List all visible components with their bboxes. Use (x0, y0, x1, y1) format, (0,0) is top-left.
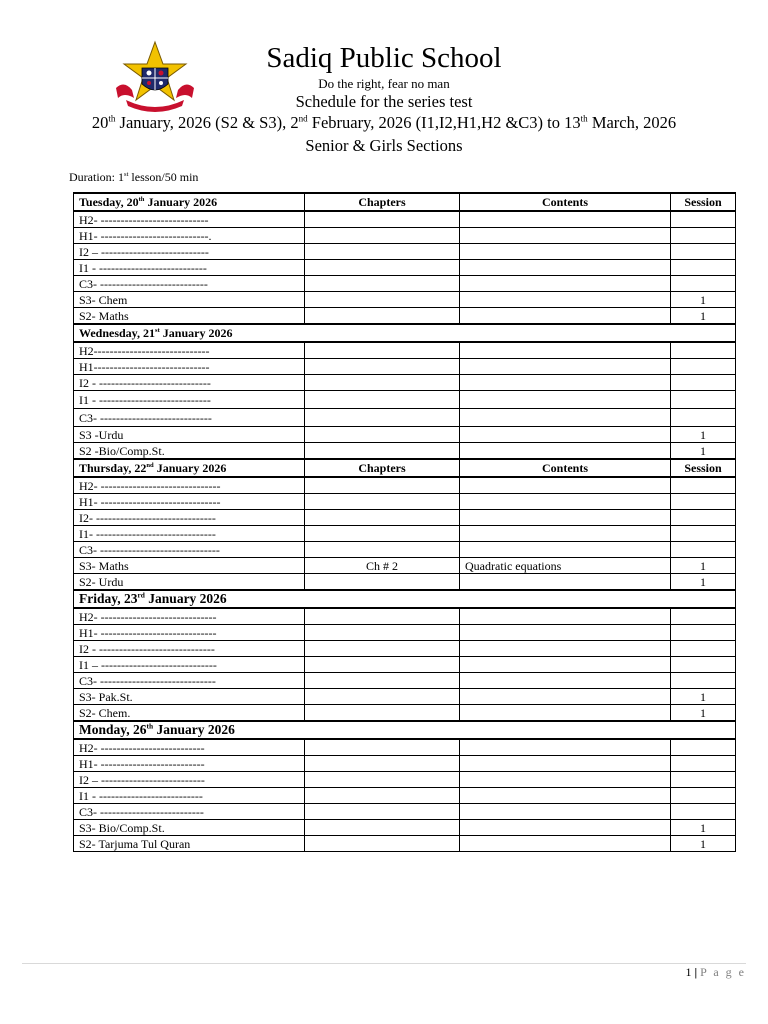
contents-cell (460, 739, 671, 756)
contents-cell (460, 292, 671, 308)
chapter-cell (305, 211, 460, 228)
contents-cell (460, 625, 671, 641)
schedule-dates: 20th January, 2026 (S2 & S3), 2nd February, 2026 (I1,I2,H1,H2 &C3) to 13th March, 2026 (91, 113, 677, 132)
contents-cell (460, 211, 671, 228)
class-subject-cell: S2- Tarjuma Tul Quran (74, 836, 305, 852)
session-cell (671, 260, 736, 276)
chapters-header: Chapters (305, 459, 460, 477)
table-row (74, 756, 736, 772)
table-row (74, 657, 736, 673)
contents-cell (460, 228, 671, 244)
session-cell (671, 228, 736, 244)
chapter-cell (305, 689, 460, 705)
contents-cell (460, 804, 671, 820)
session-cell (671, 211, 736, 228)
session-header: Session (671, 459, 736, 477)
class-subject-cell: I1 – ----------------------------- (74, 657, 305, 673)
session-cell (671, 788, 736, 804)
table-row (74, 228, 736, 244)
sections-title: Senior & Girls Sections (305, 136, 463, 155)
class-subject-cell: C3- ---------------------------- (74, 409, 305, 427)
table-row (74, 359, 736, 375)
class-subject-cell: I2 - ---------------------------- (74, 375, 305, 391)
day-heading: Thursday, 22nd January 2026 (74, 459, 305, 477)
session-cell (671, 804, 736, 820)
session-cell (671, 641, 736, 657)
chapter-cell (305, 359, 460, 375)
day-header-row (74, 590, 736, 608)
class-subject-cell: H1- -------------------------- (74, 756, 305, 772)
session-cell (671, 276, 736, 292)
class-subject-cell: S2- Maths (74, 308, 305, 325)
contents-cell (460, 820, 671, 836)
table-row (74, 804, 736, 820)
table-row (74, 409, 736, 427)
table-row (74, 342, 736, 359)
session-header: Session (671, 193, 736, 211)
table-row (74, 211, 736, 228)
contents-cell (460, 359, 671, 375)
chapter-cell (305, 391, 460, 409)
contents-cell (460, 705, 671, 722)
session-cell: 1 (671, 443, 736, 460)
table-row (74, 574, 736, 591)
chapter-cell (305, 477, 460, 494)
table-row (74, 375, 736, 391)
session-cell: 1 (671, 558, 736, 574)
contents-cell (460, 510, 671, 526)
duration-note: Duration: 1st lesson/50 min (69, 170, 199, 184)
table-row (74, 276, 736, 292)
session-cell (671, 526, 736, 542)
school-name: Sadiq Public School (266, 42, 502, 74)
session-cell (671, 625, 736, 641)
class-subject-cell: H2- ----------------------------- (74, 608, 305, 625)
class-subject-cell: S3- Pak.St. (74, 689, 305, 705)
chapter-cell (305, 260, 460, 276)
chapter-cell (305, 820, 460, 836)
contents-cell: Quadratic equations (460, 558, 671, 574)
contents-cell (460, 788, 671, 804)
chapter-cell (305, 244, 460, 260)
table-row (74, 641, 736, 657)
table-row (74, 244, 736, 260)
footer-divider (22, 963, 746, 964)
table-row (74, 510, 736, 526)
schedule-subtitle: Schedule for the series test (295, 92, 473, 111)
table-row (74, 772, 736, 788)
table-row (74, 477, 736, 494)
contents-cell (460, 342, 671, 359)
table-row (74, 689, 736, 705)
table-row (74, 443, 736, 460)
session-cell: 1 (671, 836, 736, 852)
chapter-cell (305, 673, 460, 689)
chapter-cell (305, 494, 460, 510)
page-number: 1 (685, 965, 692, 979)
table-row (74, 608, 736, 625)
contents-cell (460, 526, 671, 542)
session-cell (671, 342, 736, 359)
session-cell: 1 (671, 427, 736, 443)
chapter-cell (305, 443, 460, 460)
class-subject-cell: H2- -------------------------- (74, 739, 305, 756)
table-row (74, 542, 736, 558)
contents-cell (460, 756, 671, 772)
day-heading: Tuesday, 20th January 2026 (74, 193, 305, 211)
session-cell: 1 (671, 689, 736, 705)
session-cell (671, 244, 736, 260)
class-subject-cell: S2- Urdu (74, 574, 305, 591)
chapter-cell (305, 574, 460, 591)
table-row (74, 526, 736, 542)
chapter-cell (305, 657, 460, 673)
session-cell (671, 756, 736, 772)
table-row (74, 260, 736, 276)
contents-cell (460, 409, 671, 427)
class-subject-cell: H1- ------------------------------ (74, 494, 305, 510)
chapter-cell (305, 625, 460, 641)
contents-cell (460, 427, 671, 443)
class-subject-cell: S3- Bio/Comp.St. (74, 820, 305, 836)
session-cell (671, 375, 736, 391)
session-cell: 1 (671, 705, 736, 722)
day-header-row (74, 324, 736, 342)
table-row (74, 788, 736, 804)
chapter-cell (305, 788, 460, 804)
chapter-cell (305, 608, 460, 625)
session-cell (671, 657, 736, 673)
contents-cell (460, 308, 671, 325)
day-heading: Friday, 23rd January 2026 (74, 590, 736, 608)
class-subject-cell: I1 - -------------------------- (74, 788, 305, 804)
chapter-cell (305, 526, 460, 542)
chapter-cell (305, 510, 460, 526)
contents-cell (460, 244, 671, 260)
class-subject-cell: C3- -------------------------- (74, 804, 305, 820)
class-subject-cell: S2 -Bio/Comp.St. (74, 443, 305, 460)
session-cell (671, 359, 736, 375)
page-footer: 1 | P a g e (685, 965, 746, 979)
session-cell (671, 772, 736, 788)
contents-header: Contents (460, 193, 671, 211)
class-subject-cell: I2 – --------------------------- (74, 244, 305, 260)
contents-cell (460, 477, 671, 494)
day-header-row (74, 459, 736, 477)
class-subject-cell: C3- ----------------------------- (74, 673, 305, 689)
class-subject-cell: S3- Chem (74, 292, 305, 308)
contents-cell (460, 657, 671, 673)
chapter-cell (305, 409, 460, 427)
session-cell (671, 409, 736, 427)
schedule-table (73, 192, 736, 852)
class-subject-cell: S3- Maths (74, 558, 305, 574)
table-row (74, 836, 736, 852)
chapter-cell (305, 804, 460, 820)
chapter-cell (305, 705, 460, 722)
chapter-cell (305, 308, 460, 325)
contents-cell (460, 260, 671, 276)
day-heading: Wednesday, 21st January 2026 (74, 324, 736, 342)
class-subject-cell: H1- ----------------------------- (74, 625, 305, 641)
contents-cell (460, 836, 671, 852)
table-row (74, 391, 736, 409)
class-subject-cell: I2 - ----------------------------- (74, 641, 305, 657)
chapter-cell (305, 641, 460, 657)
session-cell (671, 494, 736, 510)
table-row (74, 427, 736, 443)
day-header-row (74, 721, 736, 739)
contents-cell (460, 689, 671, 705)
table-row (74, 494, 736, 510)
contents-cell (460, 443, 671, 460)
session-cell (671, 739, 736, 756)
session-cell (671, 391, 736, 409)
contents-cell (460, 772, 671, 788)
contents-cell (460, 494, 671, 510)
session-cell (671, 608, 736, 625)
school-motto: Do the right, fear no man (318, 76, 450, 91)
session-cell: 1 (671, 574, 736, 591)
session-cell: 1 (671, 292, 736, 308)
chapter-cell (305, 375, 460, 391)
class-subject-cell: H2- --------------------------- (74, 211, 305, 228)
day-heading: Monday, 26th January 2026 (74, 721, 736, 739)
page-label: P a g e (700, 965, 746, 979)
class-subject-cell: S3 -Urdu (74, 427, 305, 443)
table-row (74, 558, 736, 574)
table-row (74, 673, 736, 689)
session-cell (671, 542, 736, 558)
class-subject-cell: I1- ------------------------------ (74, 526, 305, 542)
class-subject-cell: H2- ------------------------------ (74, 477, 305, 494)
class-subject-cell: S2- Chem. (74, 705, 305, 722)
chapter-cell (305, 292, 460, 308)
class-subject-cell: C3- --------------------------- (74, 276, 305, 292)
chapter-cell (305, 276, 460, 292)
chapter-cell (305, 542, 460, 558)
contents-cell (460, 542, 671, 558)
table-row (74, 820, 736, 836)
class-subject-cell: C3- ------------------------------ (74, 542, 305, 558)
chapter-cell (305, 427, 460, 443)
chapter-cell (305, 772, 460, 788)
contents-cell (460, 608, 671, 625)
contents-cell (460, 574, 671, 591)
class-subject-cell: I2- ------------------------------ (74, 510, 305, 526)
chapter-cell (305, 739, 460, 756)
session-cell (671, 673, 736, 689)
class-subject-cell: I1 - --------------------------- (74, 260, 305, 276)
chapter-cell (305, 756, 460, 772)
class-subject-cell: I2 – -------------------------- (74, 772, 305, 788)
contents-header: Contents (460, 459, 671, 477)
chapter-cell (305, 836, 460, 852)
chapter-cell (305, 342, 460, 359)
chapter-cell: Ch # 2 (305, 558, 460, 574)
class-subject-cell: I1 - ---------------------------- (74, 391, 305, 409)
table-row (74, 625, 736, 641)
class-subject-cell: H2----------------------------- (74, 342, 305, 359)
session-cell (671, 510, 736, 526)
class-subject-cell: H1- ---------------------------. (74, 228, 305, 244)
chapters-header: Chapters (305, 193, 460, 211)
chapter-cell (305, 228, 460, 244)
contents-cell (460, 375, 671, 391)
session-cell: 1 (671, 820, 736, 836)
table-row (74, 308, 736, 325)
table-row (74, 705, 736, 722)
session-cell (671, 477, 736, 494)
contents-cell (460, 276, 671, 292)
table-row (74, 739, 736, 756)
contents-cell (460, 641, 671, 657)
class-subject-cell: H1----------------------------- (74, 359, 305, 375)
table-row (74, 292, 736, 308)
contents-cell (460, 391, 671, 409)
day-header-row (74, 193, 736, 211)
session-cell: 1 (671, 308, 736, 325)
contents-cell (460, 673, 671, 689)
